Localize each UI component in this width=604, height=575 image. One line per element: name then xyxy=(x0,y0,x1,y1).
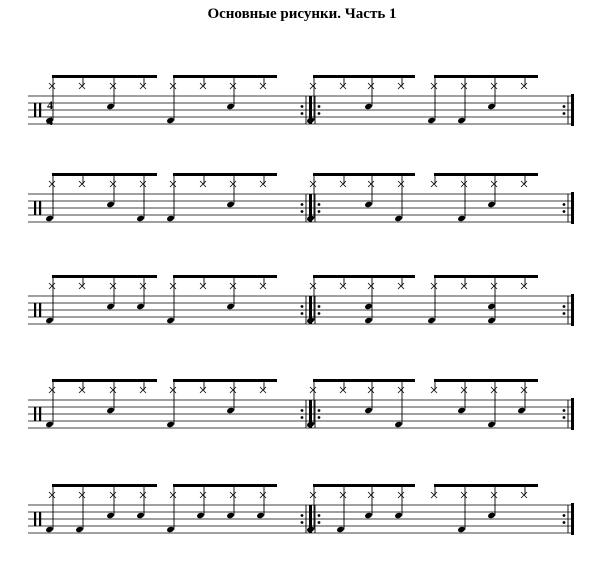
kick-note xyxy=(166,215,175,222)
repeat-dot xyxy=(301,312,304,315)
kick-note xyxy=(166,421,175,428)
repeat-dot xyxy=(318,203,321,206)
repeat-dot xyxy=(301,305,304,308)
repeat-dot xyxy=(301,112,304,115)
kick-note xyxy=(306,526,315,533)
note-beam xyxy=(434,173,538,176)
snare-note xyxy=(106,303,115,310)
repeat-dot xyxy=(301,416,304,419)
snare-note xyxy=(136,303,145,310)
repeat-dot xyxy=(301,203,304,206)
note-beam xyxy=(52,379,157,382)
kick-note xyxy=(364,317,373,324)
note-beam xyxy=(434,275,538,278)
note-beam xyxy=(173,75,277,78)
kick-note xyxy=(394,215,403,222)
snare-note xyxy=(136,512,145,519)
repeat-dot xyxy=(563,416,566,419)
kick-note xyxy=(136,215,145,222)
snare-note xyxy=(226,407,235,414)
note-beam xyxy=(313,484,415,487)
kick-note xyxy=(75,526,84,533)
barline-thick xyxy=(571,503,574,535)
kick-note xyxy=(457,117,466,124)
repeat-dot xyxy=(563,305,566,308)
note-beam xyxy=(434,75,538,78)
snare-note xyxy=(487,103,496,110)
snare-note xyxy=(256,512,265,519)
repeat-dot xyxy=(563,409,566,412)
note-beam xyxy=(173,173,277,176)
snare-note xyxy=(364,303,373,310)
repeat-dot xyxy=(318,112,321,115)
snare-note xyxy=(394,512,403,519)
snare-note xyxy=(226,512,235,519)
snare-note xyxy=(487,512,496,519)
repeat-dot xyxy=(563,521,566,524)
snare-note xyxy=(487,201,496,208)
kick-note xyxy=(427,317,436,324)
percussion-clef xyxy=(39,512,41,526)
note-beam xyxy=(52,484,157,487)
repeat-dot xyxy=(318,409,321,412)
snare-note xyxy=(364,512,373,519)
snare-note xyxy=(226,303,235,310)
kick-note xyxy=(45,421,54,428)
note-beam xyxy=(434,484,538,487)
snare-note xyxy=(517,407,526,414)
snare-note xyxy=(226,103,235,110)
repeat-dot xyxy=(563,112,566,115)
percussion-clef xyxy=(39,407,41,421)
repeat-dot xyxy=(563,312,566,315)
barline-thick xyxy=(571,294,574,326)
note-beam xyxy=(313,379,415,382)
barline-thick xyxy=(571,398,574,430)
percussion-clef xyxy=(34,201,36,215)
kick-note xyxy=(306,215,315,222)
repeat-dot xyxy=(318,105,321,108)
kick-note xyxy=(427,117,436,124)
kick-note xyxy=(45,215,54,222)
percussion-clef xyxy=(39,103,41,117)
kick-note xyxy=(306,117,315,124)
note-beam xyxy=(173,379,277,382)
note-beam xyxy=(313,75,415,78)
kick-note xyxy=(166,117,175,124)
snare-note xyxy=(364,407,373,414)
kick-note xyxy=(166,317,175,324)
note-beam xyxy=(313,275,415,278)
snare-note xyxy=(106,201,115,208)
repeat-dot xyxy=(301,521,304,524)
percussion-clef xyxy=(39,201,41,215)
repeat-dot xyxy=(563,105,566,108)
kick-note xyxy=(166,526,175,533)
barline-thick xyxy=(571,192,574,224)
note-beam xyxy=(52,75,157,78)
repeat-dot xyxy=(301,105,304,108)
repeat-dot xyxy=(563,203,566,206)
barline-thick xyxy=(571,94,574,126)
repeat-dot xyxy=(301,514,304,517)
repeat-dot xyxy=(563,514,566,517)
snare-note xyxy=(226,201,235,208)
percussion-clef xyxy=(34,103,36,117)
percussion-clef xyxy=(34,303,36,317)
repeat-dot xyxy=(318,521,321,524)
repeat-dot xyxy=(301,210,304,213)
note-beam xyxy=(52,275,157,278)
time-signature-top: 4 xyxy=(47,98,53,112)
repeat-dot xyxy=(318,312,321,315)
kick-note xyxy=(45,317,54,324)
kick-note xyxy=(487,317,496,324)
repeat-dot xyxy=(318,514,321,517)
repeat-dot xyxy=(563,210,566,213)
kick-note xyxy=(394,421,403,428)
note-beam xyxy=(173,484,277,487)
note-beam xyxy=(173,275,277,278)
snare-note xyxy=(106,103,115,110)
page-title: Основные рисунки. Часть 1 xyxy=(207,6,397,22)
kick-note xyxy=(457,215,466,222)
note-beam xyxy=(434,379,538,382)
kick-note xyxy=(306,421,315,428)
repeat-dot xyxy=(318,210,321,213)
repeat-dot xyxy=(318,305,321,308)
kick-note xyxy=(487,421,496,428)
percussion-clef xyxy=(34,407,36,421)
percussion-clef xyxy=(34,512,36,526)
snare-note xyxy=(106,512,115,519)
snare-note xyxy=(364,103,373,110)
kick-note xyxy=(306,317,315,324)
snare-note xyxy=(364,201,373,208)
repeat-dot xyxy=(301,409,304,412)
snare-note xyxy=(457,407,466,414)
percussion-clef xyxy=(39,303,41,317)
kick-note xyxy=(457,526,466,533)
snare-note xyxy=(487,303,496,310)
note-beam xyxy=(313,173,415,176)
kick-note xyxy=(45,526,54,533)
snare-note xyxy=(106,407,115,414)
snare-note xyxy=(196,512,205,519)
note-beam xyxy=(52,173,157,176)
repeat-dot xyxy=(318,416,321,419)
kick-note xyxy=(336,526,345,533)
